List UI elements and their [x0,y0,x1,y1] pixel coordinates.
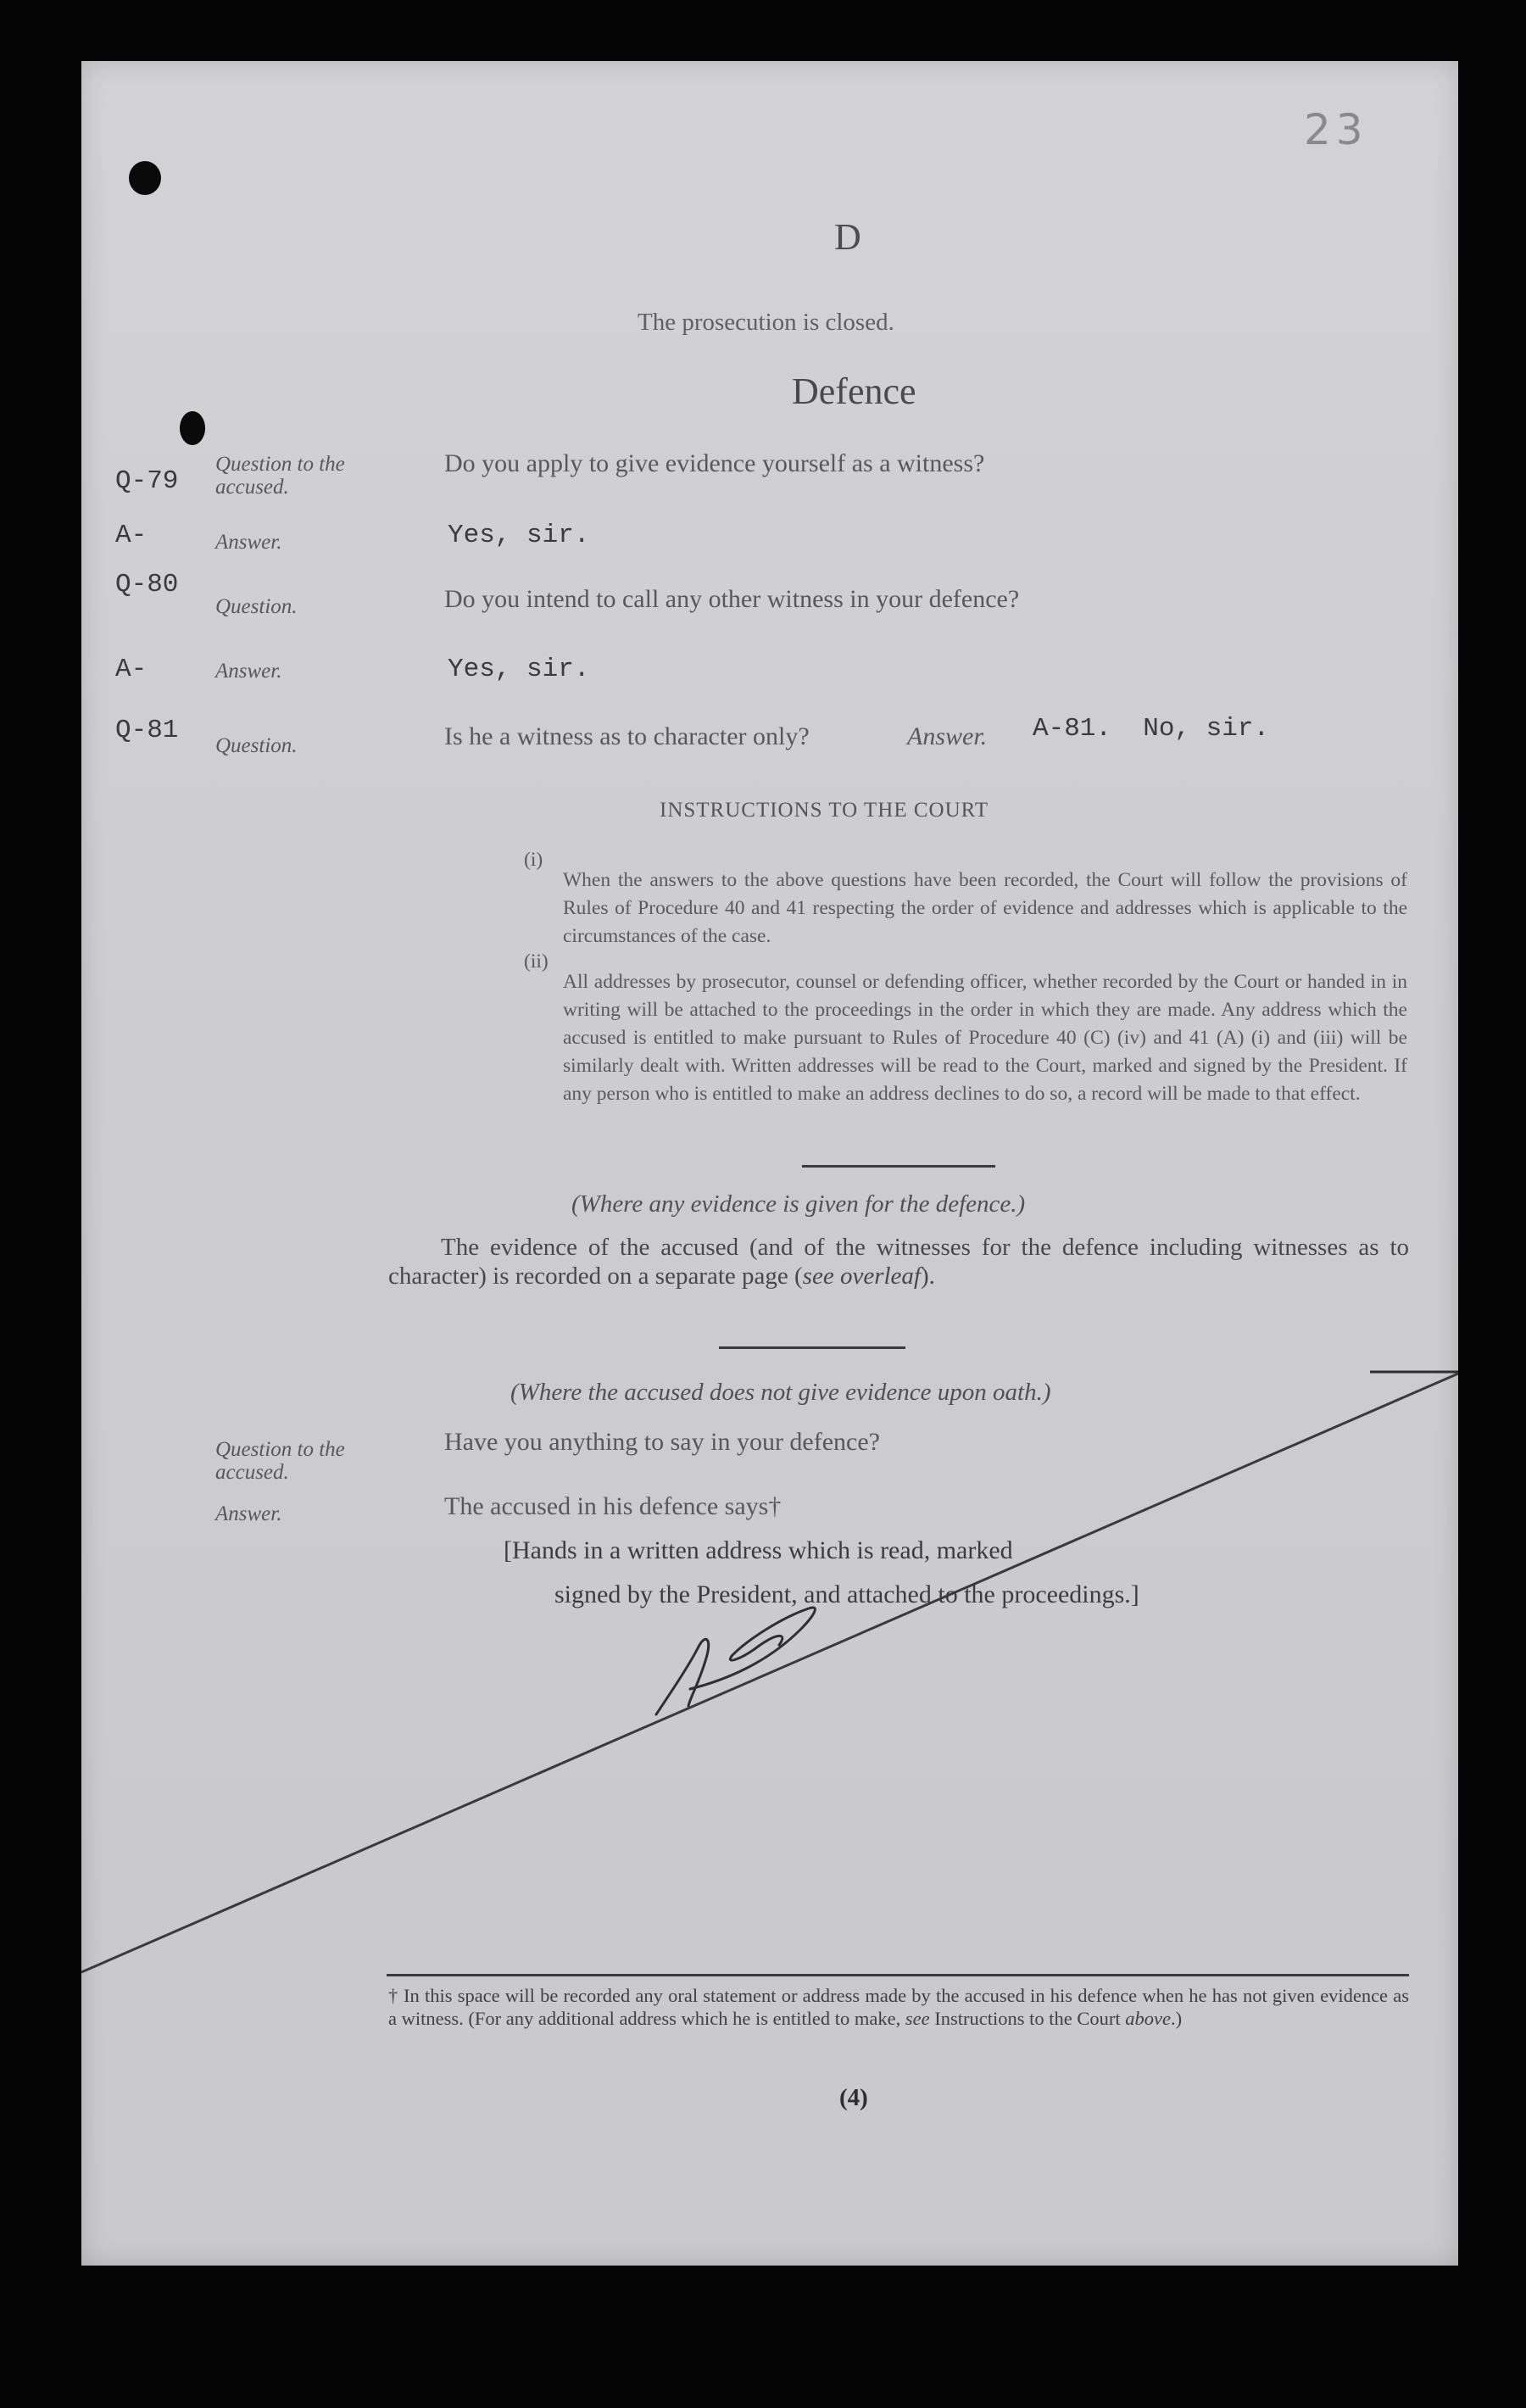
no-oath-heading: (Where the accused does not give evidence upon oath.) [510,1379,1051,1406]
instructions-title: INSTRUCTIONS TO THE COURT [660,799,989,822]
document-page [81,61,1458,2266]
instruction-number: (i) [524,849,543,871]
footnote [388,1984,1409,2030]
instruction-number: (ii) [524,950,549,973]
question-text: Do you intend to call any other witness in your defence? [444,585,1020,613]
answer-label: Answer. [215,531,282,554]
evidence-text: The evidence of the accused (and of the witnesses for the defence including witnesses as to character) is recorded on a separate page ( [388,1234,1409,1290]
answer-typed: A-81. No, sir. [1033,714,1270,744]
section-letter: D [834,216,861,258]
evidence-heading: (Where any evidence is given for the defence.) [571,1190,1026,1218]
question-text: Have you anything to say in your defence? [444,1428,880,1456]
footnote-text: .) [1170,2008,1183,2029]
page-number: (4) [839,2084,868,2111]
instruction-text: All addresses by prosecutor, counsel or defending officer, whether recorded by the Court or handed in in writing will be attached to the proceedings in the order in which they are made. Any address which the accused is entitled to make pursuant to Rules of Procedure 40 (C) (iv) and 41 (A) (i) and (iii) will be similarly dealt with. Written addresses will be read to the Court, marked and signed by the President. If any person who is entitled to make an address declines to do so, a record will be made to that effect. [563,970,1407,1105]
answer-label: Answer. [215,1502,282,1525]
prosecution-closed: The prosecution is closed. [638,309,894,336]
question-ref: Q-79 [115,466,179,496]
handwritten-page-number: 23 [1304,105,1368,154]
footnote-text: Instructions to the Court [929,2008,1126,2029]
question-label: Question. [215,595,298,618]
footnote-above: above [1125,2008,1171,2029]
signature [639,1587,894,1723]
footnote-see: see [905,2008,930,2029]
question-ref: Q-81 [115,716,179,745]
question-label: Question to the accused. [215,453,345,499]
answer-ref: A- [115,655,148,684]
answer-typed: Yes, sir. [448,521,590,550]
question-label: Question to the accused. [215,1438,345,1484]
typed-statement-line: [Hands in a written address which is read, marked [504,1536,1013,1564]
question-text: Is he a witness as to character only? [444,722,810,750]
evidence-see: see overleaf [802,1263,921,1290]
answer-text: The accused in his defence says† [444,1492,782,1520]
answer-ref: A- [115,521,148,550]
question-ref: Q-80 [115,570,179,599]
footnote-rule [387,1974,1409,1976]
answer-typed: Yes, sir. [448,655,590,684]
evidence-text-end: ). [920,1263,935,1290]
typed-statement-line: signed by the President, and attached to the proceedings.] [554,1580,1139,1608]
footnote-text: † In this space will be recorded any oral statement or address made by the accused in his defence when he has not given evidence as a witness. (For any additional address which he is entitled to make, [388,1985,1409,2029]
question-text: Do you apply to give evidence yourself as a witness? [444,449,985,477]
page-title: Defence [792,371,916,412]
strike-through-line [81,61,1458,2266]
answer-label-inline: Answer. [907,722,988,750]
question-label: Question. [215,734,298,757]
answer-label: Answer. [215,660,282,683]
instruction-text: When the answers to the above questions have been recorded, the Court will follow the provisions of Rules of Procedure 40 and 41 respecting the order of evidence and addresses which is applicable to the circumstances of the case. [563,868,1407,947]
